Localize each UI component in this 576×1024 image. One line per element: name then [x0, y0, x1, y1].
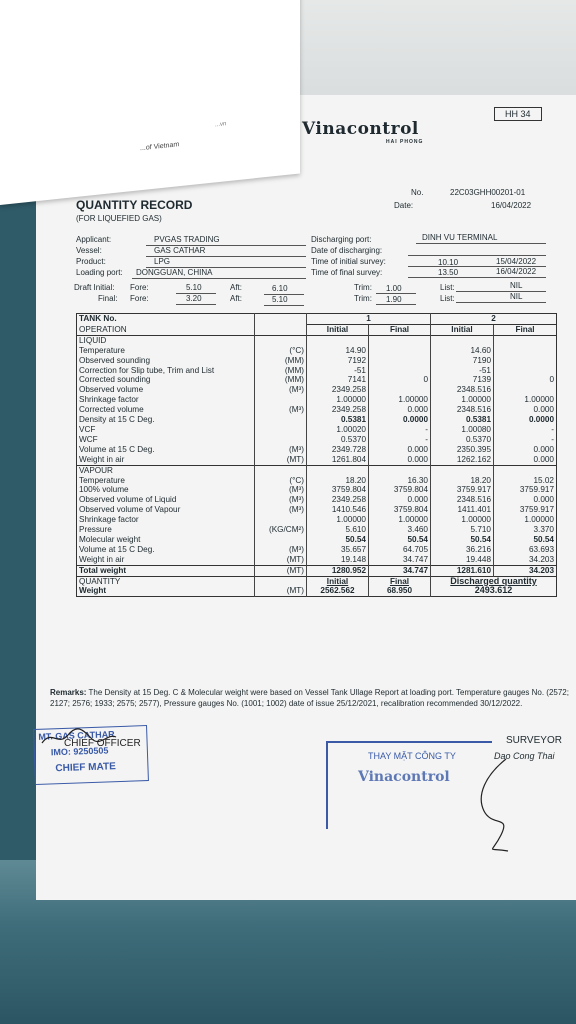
row-value: 1.00000 — [369, 395, 431, 405]
row-value: 19.148 — [307, 555, 369, 565]
tank-2-header: 2 — [431, 314, 557, 325]
tank-2-initial-header: Initial — [431, 324, 494, 335]
tank-1-header: 1 — [307, 314, 431, 325]
row-value: 34.203 — [494, 555, 557, 565]
trim-final-label: Trim: — [354, 294, 372, 303]
row-value: 1.00020 — [307, 425, 369, 435]
row-value: 0.000 — [494, 495, 557, 505]
row-value: 0.0000 — [494, 415, 557, 425]
doc-no-label: No. — [411, 188, 424, 197]
row-value: 18.20 — [307, 476, 369, 486]
loading-port-value: DONGGUAN, CHINA — [136, 268, 213, 277]
row-value: 0.000 — [369, 445, 431, 455]
row-value: 36.216 — [431, 545, 494, 555]
row-value: 0 — [369, 375, 431, 385]
discharging-port-value: DINH VU TERMINAL — [422, 233, 498, 242]
under-sheet-text-2: ...of Vietnam — [140, 141, 180, 153]
row-value: - — [494, 425, 557, 435]
row-value: 2348.516 — [431, 385, 494, 395]
row-value: 7139 — [431, 375, 494, 385]
row-label: WCF — [79, 434, 98, 444]
table-row — [77, 465, 557, 475]
row-label: Molecular weight — [79, 534, 141, 544]
draft-initial-fore: 5.10 — [186, 283, 202, 292]
row-value: 34.747 — [369, 555, 431, 565]
row-value: 0.000 — [494, 405, 557, 415]
product-value: LPG — [154, 257, 171, 266]
row-label: Volume at 15 C Deg. — [79, 444, 155, 454]
row-value: 3759.917 — [431, 485, 494, 495]
trim-final-value: 1.90 — [386, 295, 402, 304]
row-value: 0.000 — [369, 405, 431, 415]
row-label: VAPOUR — [77, 465, 255, 475]
row-value — [369, 366, 431, 376]
row-value: 50.54 — [369, 535, 431, 545]
table-row — [77, 495, 557, 505]
draft-final-fore-label: Fore: — [130, 294, 149, 303]
tank-2-final-header: Final — [494, 324, 557, 335]
row-unit: (M³) — [255, 505, 307, 515]
stamp-company-text: THAY MẶT CÔNG TY — [368, 751, 456, 761]
row-unit: (MM) — [255, 375, 307, 385]
doc-date-value: 16/04/2022 — [491, 201, 532, 210]
list-final-value: NIL — [510, 292, 523, 301]
row-value: - — [369, 435, 431, 445]
draft-final-aft-label: Aft: — [230, 294, 243, 303]
row-value — [494, 356, 557, 366]
row-value — [494, 366, 557, 376]
row-unit: (M³) — [255, 385, 307, 395]
table-row — [77, 346, 557, 356]
table-row — [77, 565, 557, 576]
row-unit — [255, 395, 307, 405]
product-label: Product: — [76, 257, 106, 266]
row-value — [431, 335, 494, 345]
draft-initial-label: Draft Initial: — [74, 283, 115, 292]
row-unit: (MM) — [255, 356, 307, 366]
draft-initial-fore-label: Fore: — [130, 283, 149, 292]
draft-final-label: Final: — [98, 294, 118, 303]
list-initial-label: List: — [440, 283, 455, 292]
quantity-table — [76, 313, 557, 597]
row-unit — [255, 415, 307, 425]
time-final-date: 16/04/2022 — [496, 267, 537, 276]
row-value: 1.00000 — [369, 515, 431, 525]
surveyor-signature-icon — [456, 755, 536, 855]
table-row — [77, 515, 557, 525]
list-final-label: List: — [440, 294, 455, 303]
trim-initial-value: 1.00 — [386, 284, 402, 293]
row-value: 3759.917 — [494, 505, 557, 515]
table-row — [77, 395, 557, 405]
table-row — [77, 385, 557, 395]
row-value: 2348.516 — [431, 495, 494, 505]
row-value — [494, 385, 557, 395]
row-value: 50.54 — [307, 535, 369, 545]
row-value: 2349.258 — [307, 385, 369, 395]
table-row — [77, 485, 557, 495]
row-label: LIQUID — [77, 335, 255, 345]
table-row — [77, 375, 557, 385]
list-initial-value: NIL — [510, 281, 523, 290]
surveyor-label: SURVEYOR — [506, 735, 562, 746]
row-label: Observed volume of Liquid — [79, 495, 177, 505]
row-unit: (M³) — [255, 405, 307, 415]
row-value: 2349.258 — [307, 405, 369, 415]
table-row — [77, 525, 557, 535]
table-row — [77, 505, 557, 515]
row-value: 15.02 — [494, 476, 557, 486]
row-value — [494, 335, 557, 345]
table-row — [77, 476, 557, 486]
row-label: Shrinkage factor — [79, 395, 139, 405]
row-value: 1411.401 — [431, 505, 494, 515]
row-value: 7190 — [431, 356, 494, 366]
row-unit: (KG/CM²) — [255, 525, 307, 535]
discharged-quantity-value: 2493.612 — [431, 586, 557, 596]
weight-row — [77, 586, 557, 596]
row-unit: (MT) — [255, 555, 307, 565]
discharging-port-label: Discharging port: — [311, 235, 372, 244]
row-unit: (MT) — [255, 455, 307, 465]
quantity-header-row — [77, 576, 557, 586]
row-label: Corrected volume — [79, 405, 144, 415]
weight-unit: (MT) — [255, 586, 307, 596]
row-value: 3759.917 — [494, 485, 557, 495]
draft-final-fore: 3.20 — [186, 294, 202, 303]
row-value: 0 — [494, 375, 557, 385]
row-value: - — [494, 435, 557, 445]
trim-initial-label: Trim: — [354, 283, 372, 292]
table-row — [77, 455, 557, 465]
row-value — [369, 335, 431, 345]
row-value: 14.60 — [431, 346, 494, 356]
weight-label: Weight — [79, 586, 107, 596]
time-initial-value: 10.10 — [438, 258, 459, 267]
table-row — [77, 366, 557, 376]
row-value: 1.00000 — [494, 395, 557, 405]
draft-initial-aft-label: Aft: — [230, 283, 243, 292]
stamp-vessel-name: MT. GAS CATHAR — [38, 729, 115, 742]
row-value: 0.5370 — [307, 435, 369, 445]
row-value: 1.00000 — [431, 395, 494, 405]
row-value — [369, 465, 431, 475]
time-final-value: 13.50 — [438, 268, 459, 277]
page-title: QUANTITY RECORD — [76, 198, 193, 212]
row-value: 1.00000 — [431, 515, 494, 525]
row-unit: (M³) — [255, 495, 307, 505]
row-value: 0.0000 — [369, 415, 431, 425]
operation-header-row — [77, 324, 557, 335]
row-value: 16.30 — [369, 476, 431, 486]
loading-port-label: Loading port: — [76, 268, 123, 277]
table-row — [77, 405, 557, 415]
row-label: Correction for Slip tube, Trim and List — [79, 365, 215, 375]
form-code: HH 34 — [494, 107, 542, 121]
row-unit — [255, 535, 307, 545]
table-row — [77, 445, 557, 455]
row-value: 14.90 — [307, 346, 369, 356]
row-value: - — [369, 425, 431, 435]
row-value: 1262.162 — [431, 455, 494, 465]
row-value: 2349.728 — [307, 445, 369, 455]
row-value — [369, 385, 431, 395]
row-value — [369, 356, 431, 366]
row-value: 34.203 — [494, 565, 557, 576]
row-label: Weight in air — [79, 454, 125, 464]
weight-final: 68.950 — [369, 586, 431, 596]
draft-initial-aft: 6.10 — [272, 284, 288, 293]
row-label: 100% volume — [79, 485, 129, 495]
row-value: 0.000 — [494, 455, 557, 465]
row-value: -51 — [431, 366, 494, 376]
row-value: 3.460 — [369, 525, 431, 535]
remarks — [50, 687, 570, 709]
table-row — [77, 435, 557, 445]
row-value: 1.00000 — [307, 395, 369, 405]
table-row — [77, 535, 557, 545]
row-label: Observed volume — [79, 385, 144, 395]
row-unit: (MM) — [255, 366, 307, 376]
row-value — [494, 346, 557, 356]
page-subtitle: (FOR LIQUEFIED GAS) — [76, 214, 162, 223]
table-row — [77, 555, 557, 565]
applicant-label: Applicant: — [76, 235, 112, 244]
quantity-final-label: Final — [369, 576, 431, 586]
row-value — [307, 335, 369, 345]
company-name: Vinacontrol — [302, 119, 419, 139]
row-value: 3.370 — [494, 525, 557, 535]
row-label: Temperature — [79, 345, 125, 355]
tank-no-label: TANK No. — [79, 314, 117, 324]
row-value: 0.000 — [369, 455, 431, 465]
row-label: Pressure — [79, 525, 112, 535]
row-value: 2350.395 — [431, 445, 494, 455]
row-label: Corrected sounding — [79, 375, 151, 385]
row-value: 3759.804 — [369, 505, 431, 515]
row-value: 18.20 — [431, 476, 494, 486]
quantity-initial-label: Initial — [307, 576, 369, 586]
row-unit: (°C) — [255, 476, 307, 486]
row-value: 3759.804 — [369, 485, 431, 495]
row-value: 1281.610 — [431, 565, 494, 576]
row-unit: (M³) — [255, 445, 307, 455]
remarks-text: The Density at 15 Deg. C & Molecular weight were based on Vessel Tank Ullage Report at loading port. Temperature gauges No. (2572; 2127; 2576; 1933; 2575; 2577), Pressure gauges No. (1001; 1002) date of issue 25/12/2021, recalibration recommended 30/12/2022. — [50, 688, 569, 708]
row-label: Density at 15 C Deg. — [79, 415, 155, 425]
row-value: 3759.804 — [307, 485, 369, 495]
row-unit: (MT) — [255, 565, 307, 576]
row-value: 5.610 — [307, 525, 369, 535]
table-row — [77, 335, 557, 345]
date-discharging-label: Date of discharging: — [311, 246, 383, 255]
tank-1-final-header: Final — [369, 324, 431, 335]
row-value: 0.5381 — [307, 415, 369, 425]
row-value: 63.693 — [494, 545, 557, 555]
tank-1-initial-header: Initial — [307, 324, 369, 335]
operation-label: OPERATION — [79, 324, 127, 334]
overlapping-sheet — [0, 0, 300, 205]
table-row — [77, 415, 557, 425]
remarks-label: Remarks: — [50, 688, 87, 697]
row-unit — [255, 425, 307, 435]
row-value: 0.5381 — [431, 415, 494, 425]
row-value: 1.00000 — [494, 515, 557, 525]
table-row — [77, 545, 557, 555]
company-branch: HAI PHONG — [386, 139, 424, 145]
row-unit — [255, 515, 307, 525]
row-value — [494, 465, 557, 475]
discharged-quantity-label: Discharged quantity — [431, 576, 557, 586]
row-value: 0.000 — [369, 495, 431, 505]
row-value: 2349.258 — [307, 495, 369, 505]
row-value — [369, 346, 431, 356]
stamp-chief-mate: CHIEF MATE — [55, 761, 116, 775]
row-value: 0.000 — [494, 445, 557, 455]
document-page — [36, 95, 576, 900]
time-final-label: Time of final survey: — [311, 268, 383, 277]
row-label: Weight in air — [79, 554, 125, 564]
row-unit — [255, 465, 307, 475]
row-value: 5.710 — [431, 525, 494, 535]
weight-initial: 2562.562 — [307, 586, 369, 596]
row-label: Total weight — [77, 565, 255, 576]
row-value: -51 — [307, 366, 369, 376]
row-unit: (M³) — [255, 485, 307, 495]
row-value: 50.54 — [431, 535, 494, 545]
row-value: 0.5370 — [431, 435, 494, 445]
applicant-value: PVGAS TRADING — [154, 235, 220, 244]
row-value: 1280.952 — [307, 565, 369, 576]
row-unit: (°C) — [255, 346, 307, 356]
tank-header-row — [77, 314, 557, 325]
quantity-label: QUANTITY — [77, 576, 255, 586]
time-initial-label: Time of initial survey: — [311, 257, 386, 266]
row-label: Observed volume of Vapour — [79, 505, 181, 515]
vessel-value: GAS CATHAR — [154, 246, 206, 255]
row-value: 7141 — [307, 375, 369, 385]
row-unit — [255, 435, 307, 445]
table-row — [77, 425, 557, 435]
row-label: VCF — [79, 424, 96, 434]
stamp-imo: IMO: 9250505 — [50, 745, 109, 758]
vessel-label: Vessel: — [76, 246, 102, 255]
row-value: 1.00000 — [307, 515, 369, 525]
time-initial-date: 15/04/2022 — [496, 257, 537, 266]
doc-no-value: 22C03GHH00201-01 — [450, 188, 526, 197]
row-value — [307, 465, 369, 475]
surveyor-name: Dao Cong Thai — [494, 751, 555, 761]
table-row — [77, 356, 557, 366]
doc-date-label: Date: — [394, 201, 414, 210]
row-value: 64.705 — [369, 545, 431, 555]
row-unit — [255, 335, 307, 345]
stamp-logo: Vinacontrol — [358, 769, 450, 785]
row-label: Volume at 15 C Deg. — [79, 544, 155, 554]
row-value: 50.54 — [494, 535, 557, 545]
row-value — [431, 465, 494, 475]
row-value: 1.00080 — [431, 425, 494, 435]
row-label: Temperature — [79, 475, 125, 485]
chief-officer-signature-icon — [38, 725, 118, 750]
row-value: 19.448 — [431, 555, 494, 565]
row-value: 1410.546 — [307, 505, 369, 515]
row-label: Observed sounding — [79, 355, 151, 365]
row-value: 2348.516 — [431, 405, 494, 415]
under-sheet-text-1: ...vn — [215, 121, 227, 129]
row-value: 7192 — [307, 356, 369, 366]
chief-officer-label: CHIEF OFFICER — [64, 738, 141, 749]
row-label: Shrinkage factor — [79, 515, 139, 525]
row-unit: (M³) — [255, 545, 307, 555]
row-value: 1261.804 — [307, 455, 369, 465]
draft-final-aft: 5.10 — [272, 295, 288, 304]
row-value: 34.747 — [369, 565, 431, 576]
row-value: 35.657 — [307, 545, 369, 555]
